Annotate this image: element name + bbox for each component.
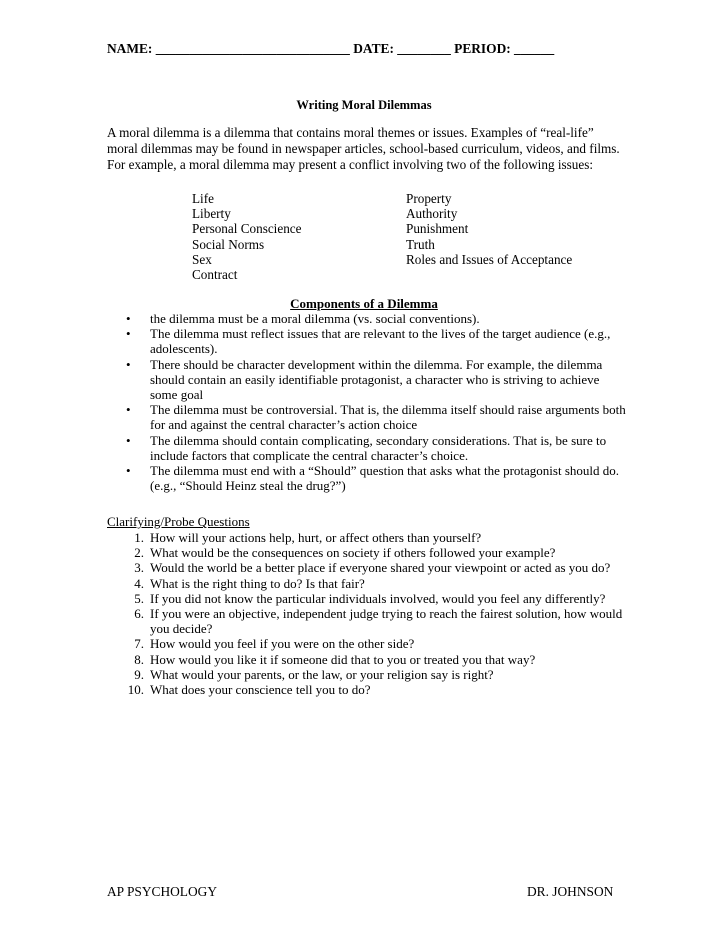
question-number: 5. xyxy=(134,590,144,606)
list-item xyxy=(107,357,627,403)
student-info-header: NAME: _____________________________ DATE: ________ PERIOD: ______ xyxy=(107,41,555,56)
question-text: How will your actions help, hurt, or affect others than yourself? xyxy=(150,530,482,545)
bullet-icon: • xyxy=(126,311,131,326)
intro-paragraph: A moral dilemma is a dilemma that contains moral themes or issues. Examples of “real-life” moral dilemmas may be found in newspaper articles, school-based curriculum, videos, and films. For example, a moral dilemma may present a conflict involving two of the following issues: xyxy=(107,125,620,172)
issues-left-column xyxy=(192,191,302,282)
list-item xyxy=(107,545,627,560)
question-text: How would you feel if you were on the other side? xyxy=(150,636,415,652)
issues-right-column xyxy=(406,191,572,267)
list-item-text: The dilemma must reflect issues that are relevant to the lives of the target audience (e.g., adolescents). xyxy=(150,326,611,357)
question-number: 4. xyxy=(134,575,144,591)
issue-item: Social Norms xyxy=(192,236,265,252)
components-heading-row xyxy=(0,296,728,312)
list-item xyxy=(107,433,627,463)
issue-item: Life xyxy=(192,191,214,206)
issue-item: Contract xyxy=(192,267,238,283)
question-number: 8. xyxy=(134,651,144,667)
list-item xyxy=(107,560,627,575)
issue-item: Truth xyxy=(406,236,435,252)
list-item-text: The dilemma should contain complicating, secondary considerations. That is, be sure to include factors that complicate the central character’s choice. xyxy=(150,432,607,463)
list-item xyxy=(107,463,627,493)
question-number: 1. xyxy=(134,530,144,545)
list-item xyxy=(107,530,627,545)
question-number: 2. xyxy=(134,545,144,561)
question-text: What does your conscience tell you to do? xyxy=(150,682,371,698)
issue-item: Liberty xyxy=(192,206,231,222)
list-item xyxy=(107,652,627,667)
bullet-icon: • xyxy=(126,463,131,479)
question-number: 7. xyxy=(134,636,144,652)
question-text: What would your parents, or the law, or your religion say is right? xyxy=(150,666,494,682)
issue-item: Punishment xyxy=(406,221,469,237)
components-heading: Components of a Dilemma xyxy=(290,296,438,311)
question-text: If you did not know the particular individuals involved, would you feel any differently? xyxy=(150,590,606,606)
bullet-icon: • xyxy=(126,356,131,372)
list-item xyxy=(107,402,627,432)
bullet-icon: • xyxy=(126,326,131,342)
question-text: What is the right thing to do? Is that fair? xyxy=(150,575,365,591)
bullet-icon: • xyxy=(126,402,131,418)
list-item xyxy=(107,591,627,606)
question-text: If you were an objective, independent judge trying to reach the fairest solution, how would you decide? xyxy=(150,606,623,637)
question-text: What would be the consequences on society if others followed your example? xyxy=(150,545,556,561)
bullet-icon: • xyxy=(126,432,131,448)
list-item xyxy=(107,606,627,636)
list-item-text: There should be character development within the dilemma. For example, the dilemma should contain an easily identifiable protagonist, a character who is striving to achieve some goal xyxy=(150,356,603,403)
questions-heading: Clarifying/Probe Questions xyxy=(107,514,250,529)
page-title: Writing Moral Dilemmas xyxy=(296,98,432,112)
issue-item: Authority xyxy=(406,206,458,222)
list-item xyxy=(107,311,627,326)
questions-list xyxy=(107,530,627,697)
list-item-text: the dilemma must be a moral dilemma (vs. social conventions). xyxy=(150,311,480,326)
issue-item: Sex xyxy=(192,251,212,267)
list-item xyxy=(107,682,627,697)
question-text: How would you like it if someone did that to you or treated you that way? xyxy=(150,651,536,667)
list-item xyxy=(107,326,627,356)
issue-item: Personal Conscience xyxy=(192,221,302,237)
issue-item: Property xyxy=(406,191,452,206)
list-item xyxy=(107,667,627,682)
question-number: 6. xyxy=(134,606,144,622)
list-item xyxy=(107,576,627,591)
list-item-text: The dilemma must end with a “Should” question that asks what the protagonist should do. (e.g., “Should Heinz steal the drug?”) xyxy=(150,463,620,494)
question-text: Would the world be a better place if everyone shared your viewpoint or acted as you do? xyxy=(150,560,611,576)
question-number: 10. xyxy=(127,682,144,698)
issue-item: Roles and Issues of Acceptance xyxy=(406,251,573,267)
list-item xyxy=(107,636,627,651)
question-number: 3. xyxy=(134,560,144,576)
footer-course: AP PSYCHOLOGY xyxy=(107,884,217,899)
components-list xyxy=(107,311,627,493)
list-item-text: The dilemma must be controversial. That is, the dilemma itself should raise arguments both for and against the central character’s action choice xyxy=(150,402,626,433)
question-number: 9. xyxy=(134,666,144,682)
footer-teacher: DR. JOHNSON xyxy=(527,884,614,899)
